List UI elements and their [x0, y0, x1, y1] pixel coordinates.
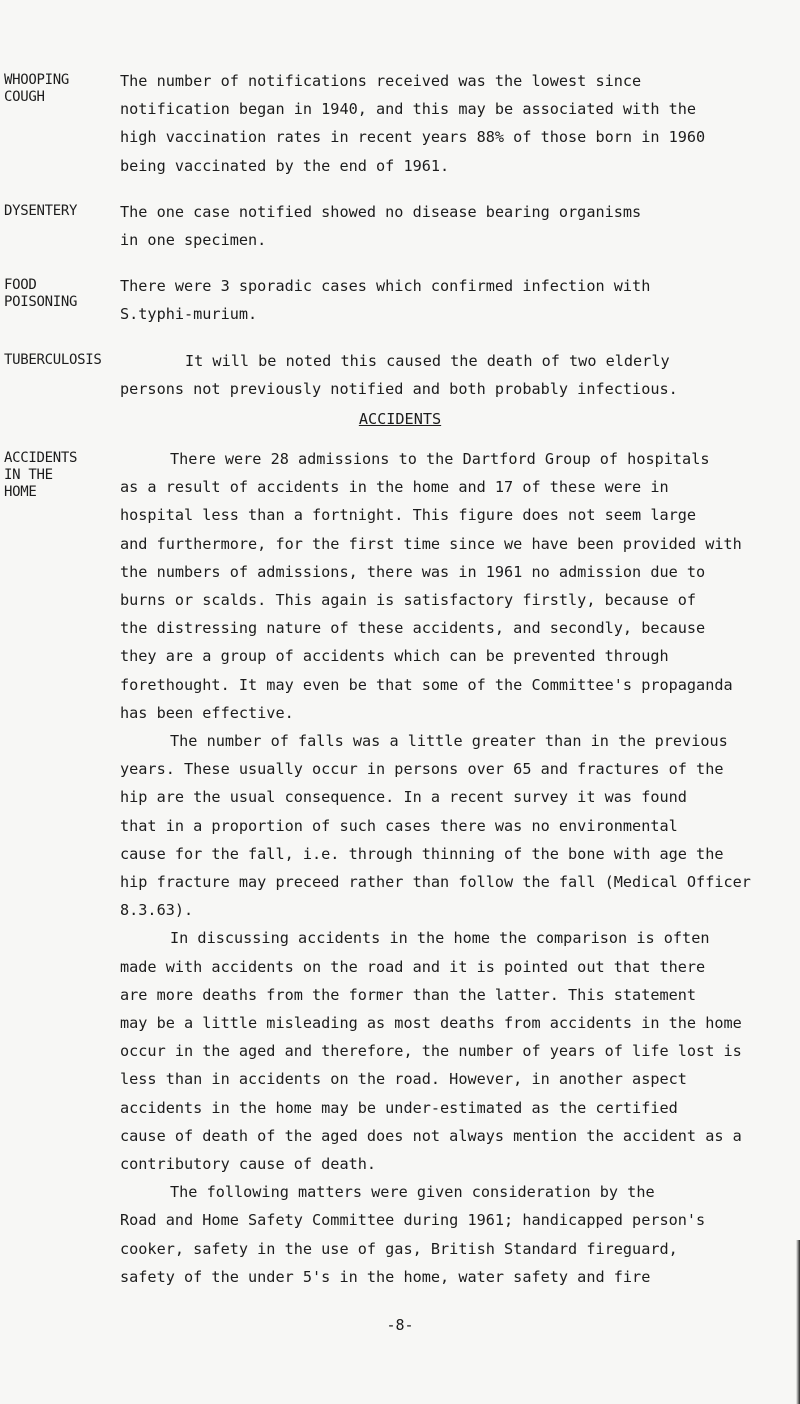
- text-line: and furthermore, for the first time since we have been provided with: [120, 534, 742, 553]
- page-number: -8-: [386, 1316, 414, 1334]
- text-line: The following matters were given consideration by the: [170, 1183, 655, 1202]
- text-line: cooker, safety in the use of gas, British Standard fireguard,: [120, 1239, 678, 1258]
- text-line: S.typhi-murium.: [120, 305, 258, 324]
- text-line: persons not previously notified and both probably infectious.: [120, 379, 678, 398]
- text-line: made with accidents on the road and it is pointed out that there: [120, 957, 706, 976]
- margin-heading-whooping-cough: WHOOPING COUGH: [4, 72, 70, 105]
- text-line: The number of notifications received was the lowest since: [120, 72, 642, 90]
- text-line: forethought. It may even be that some of the Committee's propaganda: [120, 675, 733, 694]
- text-line: are more deaths from the former than the latter. This statement: [120, 985, 697, 1004]
- text-line: high vaccination rates in recent years 88% of those born in 1960: [120, 128, 706, 147]
- text-line: The number of falls was a little greater than in the previous: [170, 732, 728, 750]
- text-line: safety of the under 5's in the home, water safety and fire: [120, 1267, 651, 1286]
- section-heading-accidents: ACCIDENTS: [358, 410, 442, 428]
- text-line: the numbers of admissions, there was in 1961 no admission due to: [120, 562, 706, 581]
- text-line: Road and Home Safety Committee during 1961; handicapped person's: [120, 1211, 706, 1230]
- text-line: burns or scalds. This again is satisfactory firstly, because of: [120, 591, 697, 609]
- margin-heading-tuberculosis: TUBERCULOSIS: [4, 351, 102, 368]
- text-line: the distressing nature of these accidents, and secondly, because: [120, 619, 706, 638]
- scan-edge-shadow: [796, 1240, 800, 1404]
- text-line: that in a proportion of such cases there was no environmental: [120, 816, 678, 835]
- text-line: 8.3.63).: [120, 901, 194, 920]
- text-line: cause for the fall, i.e. through thinning of the bone with age the: [120, 844, 724, 863]
- text-line: being vaccinated by the end of 1961.: [120, 156, 450, 175]
- text-line: It will be noted this caused the death of two elderly: [185, 351, 670, 370]
- text-line: occur in the aged and therefore, the number of years of life lost is: [120, 1042, 742, 1061]
- text-line: There were 3 sporadic cases which confirmed infection with: [120, 277, 651, 296]
- text-line: hip are the usual consequence. In a recent survey it was found: [120, 788, 687, 807]
- text-line: hospital less than a fortnight. This figure does not seem large: [120, 506, 697, 525]
- text-line: less than in accidents on the road. However, in another aspect: [120, 1070, 687, 1089]
- margin-heading-accidents-in-the-home: ACCIDENTS IN THE HOME: [4, 450, 78, 500]
- margin-heading-food-poisoning: FOOD POISONING: [4, 277, 78, 311]
- text-line: There were 28 admissions to the Dartford Group of hospitals: [170, 450, 710, 468]
- text-line: years. These usually occur in persons over 65 and fractures of the: [120, 760, 724, 779]
- text-line: they are a group of accidents which can be prevented through: [120, 647, 669, 666]
- text-line: has been effective.: [120, 703, 294, 722]
- text-line: The one case notified showed no disease bearing organisms: [120, 202, 642, 221]
- text-line: contributory cause of death.: [120, 1155, 377, 1173]
- text-line: In discussing accidents in the home the comparison is often: [170, 929, 710, 948]
- text-line: as a result of accidents in the home and 17 of these were in: [120, 478, 669, 497]
- margin-heading-dysentery: DYSENTERY: [4, 202, 78, 219]
- text-line: accidents in the home may be under-estimated as the certified: [120, 1098, 678, 1117]
- text-line: may be a little misleading as most deaths from accidents in the home: [120, 1014, 742, 1032]
- text-line: cause of death of the aged does not always mention the accident as a: [120, 1126, 742, 1145]
- text-line: notification began in 1940, and this may be associated with the: [120, 100, 697, 119]
- text-line: hip fracture may preceed rather than follow the fall (Medical Officer: [120, 873, 751, 891]
- text-line: in one specimen.: [120, 231, 267, 249]
